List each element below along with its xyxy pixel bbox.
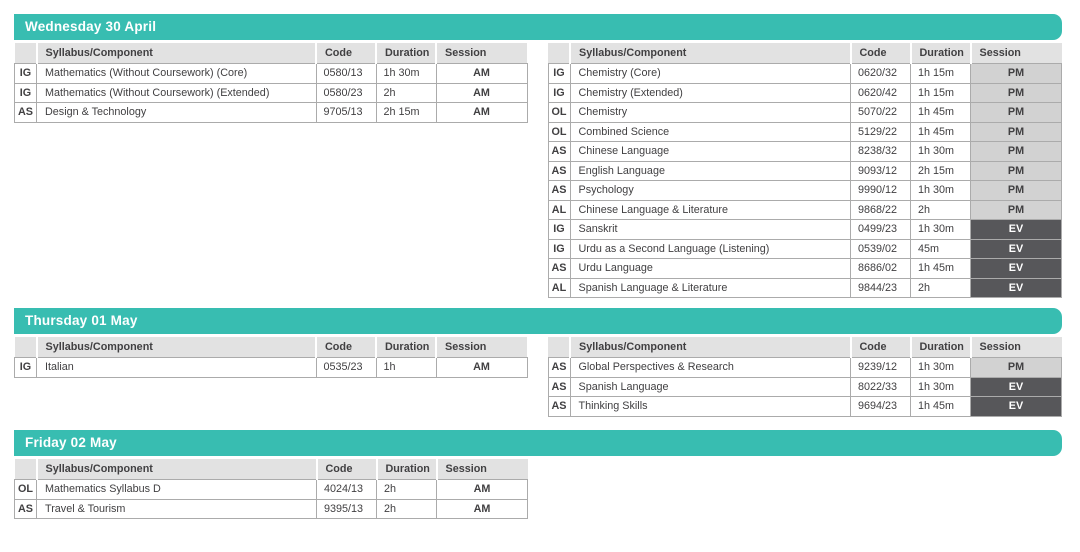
qual-cell: IG (548, 83, 570, 103)
session-cell: PM (971, 64, 1062, 84)
session-cell: PM (971, 200, 1062, 220)
qual-cell: IG (548, 239, 570, 259)
duration-cell: 1h 30m (911, 142, 971, 162)
tables-row (14, 43, 1062, 298)
syllabus-cell: Mathematics (Without Coursework) (Core) (37, 64, 317, 84)
column-header-row (15, 43, 528, 64)
session-cell: EV (971, 220, 1062, 240)
left-table-slot (14, 337, 528, 378)
code-cell: 9239/12 (851, 358, 911, 378)
syllabus-cell: Italian (37, 358, 317, 378)
column-header: Session (436, 43, 527, 64)
duration-cell: 1h 45m (911, 122, 971, 142)
code-cell: 0620/32 (851, 64, 911, 84)
duration-cell: 2h (376, 83, 436, 103)
code-cell: 9868/22 (851, 200, 911, 220)
qual-cell: AS (548, 259, 570, 279)
session-cell: AM (437, 499, 528, 519)
column-header: Syllabus/Component (37, 459, 317, 480)
qual-cell: IG (15, 83, 37, 103)
code-cell: 5070/22 (851, 103, 911, 123)
table-row (548, 259, 1062, 279)
session-cell: AM (437, 480, 528, 500)
syllabus-cell: English Language (570, 161, 851, 181)
session-cell: AM (436, 64, 527, 84)
syllabus-cell: Spanish Language (570, 377, 851, 397)
qual-cell: AS (548, 181, 570, 201)
session-cell: EV (971, 259, 1062, 279)
column-header: Session (437, 459, 528, 480)
session-cell: PM (971, 83, 1062, 103)
code-cell: 0620/42 (851, 83, 911, 103)
exam-table-right (548, 337, 1063, 417)
table-row (15, 64, 528, 84)
table-row (548, 358, 1062, 378)
duration-cell: 1h 45m (911, 397, 971, 417)
column-header: Code (851, 43, 911, 64)
qual-cell: OL (548, 103, 570, 123)
column-header: Syllabus/Component (37, 43, 317, 64)
exam-table-left (14, 43, 528, 123)
qual-cell: AL (548, 278, 570, 298)
column-header: Session (971, 337, 1062, 358)
qual-cell: AS (548, 377, 570, 397)
left-table-slot (14, 459, 528, 519)
table-row (15, 499, 528, 519)
column-header-row (15, 459, 528, 480)
day-section (14, 308, 1062, 417)
column-header: Duration (911, 337, 971, 358)
duration-cell: 1h 30m (911, 220, 971, 240)
qual-column-header (548, 43, 570, 64)
day-section (14, 14, 1062, 298)
code-cell: 8238/32 (851, 142, 911, 162)
duration-cell: 2h 15m (911, 161, 971, 181)
date-label: Friday 02 May (25, 435, 117, 450)
duration-cell: 1h 45m (911, 103, 971, 123)
tables-row (14, 337, 1062, 417)
column-header: Duration (376, 337, 436, 358)
syllabus-cell: Spanish Language & Literature (570, 278, 851, 298)
exam-table-right (548, 43, 1063, 298)
date-band (14, 308, 1062, 334)
table-row (548, 397, 1062, 417)
left-table-slot (14, 43, 528, 123)
table-row (548, 103, 1062, 123)
table-row (548, 239, 1062, 259)
column-header: Session (436, 337, 527, 358)
qual-cell: AL (548, 200, 570, 220)
session-cell: EV (971, 397, 1062, 417)
code-cell: 9990/12 (851, 181, 911, 201)
code-cell: 9093/12 (851, 161, 911, 181)
syllabus-cell: Urdu Language (570, 259, 851, 279)
duration-cell: 2h 15m (376, 103, 436, 123)
session-cell: PM (971, 122, 1062, 142)
date-band (14, 430, 1062, 456)
syllabus-cell: Thinking Skills (570, 397, 851, 417)
syllabus-cell: Chinese Language & Literature (570, 200, 851, 220)
exam-table-left (14, 337, 528, 378)
table-row (15, 103, 528, 123)
column-header: Code (316, 337, 376, 358)
table-row (548, 278, 1062, 298)
right-table-slot (548, 43, 1063, 298)
date-band (14, 14, 1062, 40)
session-cell: EV (971, 278, 1062, 298)
code-cell: 0580/13 (316, 64, 376, 84)
session-cell: AM (436, 83, 527, 103)
code-cell: 9844/23 (851, 278, 911, 298)
qual-cell: OL (15, 480, 37, 500)
date-label: Wednesday 30 April (25, 19, 157, 34)
column-header-row (548, 43, 1062, 64)
code-cell: 0539/02 (851, 239, 911, 259)
duration-cell: 1h 15m (911, 83, 971, 103)
duration-cell: 1h 15m (911, 64, 971, 84)
qual-cell: IG (15, 358, 37, 378)
table-row (15, 480, 528, 500)
column-header-row (548, 337, 1062, 358)
tables-row (14, 459, 1062, 519)
session-cell: PM (971, 181, 1062, 201)
column-header: Code (317, 459, 377, 480)
session-cell: EV (971, 239, 1062, 259)
column-header: Syllabus/Component (570, 43, 851, 64)
duration-cell: 1h 30m (911, 377, 971, 397)
qual-cell: IG (548, 64, 570, 84)
syllabus-cell: Travel & Tourism (37, 499, 317, 519)
syllabus-cell: Mathematics (Without Coursework) (Extended) (37, 83, 317, 103)
table-row (548, 83, 1062, 103)
session-cell: AM (436, 103, 527, 123)
qual-cell: IG (15, 64, 37, 84)
code-cell: 5129/22 (851, 122, 911, 142)
syllabus-cell: Sanskrit (570, 220, 851, 240)
qual-column-header (15, 337, 37, 358)
syllabus-cell: Combined Science (570, 122, 851, 142)
code-cell: 9395/13 (317, 499, 377, 519)
syllabus-cell: Mathematics Syllabus D (37, 480, 317, 500)
code-cell: 4024/13 (317, 480, 377, 500)
duration-cell: 2h (911, 278, 971, 298)
table-row (548, 64, 1062, 84)
code-cell: 8022/33 (851, 377, 911, 397)
qual-cell: AS (15, 103, 37, 123)
qual-column-header (15, 43, 37, 64)
duration-cell: 1h 45m (911, 259, 971, 279)
qual-cell: AS (15, 499, 37, 519)
duration-cell: 1h 30m (911, 181, 971, 201)
qual-cell: IG (548, 220, 570, 240)
session-cell: EV (971, 377, 1062, 397)
column-header: Code (316, 43, 376, 64)
table-row (548, 181, 1062, 201)
qual-cell: OL (548, 122, 570, 142)
duration-cell: 1h 30m (376, 64, 436, 84)
table-row (548, 200, 1062, 220)
table-row (15, 358, 528, 378)
syllabus-cell: Chemistry (Core) (570, 64, 851, 84)
session-cell: PM (971, 358, 1062, 378)
code-cell: 0535/23 (316, 358, 376, 378)
syllabus-cell: Urdu as a Second Language (Listening) (570, 239, 851, 259)
code-cell: 9694/23 (851, 397, 911, 417)
table-row (548, 161, 1062, 181)
qual-cell: AS (548, 142, 570, 162)
duration-cell: 2h (377, 499, 437, 519)
syllabus-cell: Design & Technology (37, 103, 317, 123)
code-cell: 9705/13 (316, 103, 376, 123)
qual-cell: AS (548, 358, 570, 378)
syllabus-cell: Chemistry (Extended) (570, 83, 851, 103)
qual-cell: AS (548, 397, 570, 417)
day-section (14, 430, 1062, 519)
qual-cell: AS (548, 161, 570, 181)
syllabus-cell: Chinese Language (570, 142, 851, 162)
code-cell: 0499/23 (851, 220, 911, 240)
qual-column-header (548, 337, 570, 358)
column-header-row (15, 337, 528, 358)
table-row (548, 142, 1062, 162)
column-header: Duration (377, 459, 437, 480)
right-table-slot (548, 337, 1063, 417)
column-header: Syllabus/Component (37, 337, 317, 358)
duration-cell: 2h (377, 480, 437, 500)
table-row (548, 377, 1062, 397)
table-row (548, 220, 1062, 240)
duration-cell: 45m (911, 239, 971, 259)
column-header: Duration (911, 43, 971, 64)
exam-table-left (14, 459, 528, 519)
syllabus-cell: Global Perspectives & Research (570, 358, 851, 378)
syllabus-cell: Chemistry (570, 103, 851, 123)
qual-column-header (15, 459, 37, 480)
session-cell: AM (436, 358, 527, 378)
session-cell: PM (971, 161, 1062, 181)
column-header: Syllabus/Component (570, 337, 851, 358)
column-header: Code (851, 337, 911, 358)
column-header: Duration (376, 43, 436, 64)
table-row (15, 83, 528, 103)
duration-cell: 1h 30m (911, 358, 971, 378)
table-row (548, 122, 1062, 142)
syllabus-cell: Psychology (570, 181, 851, 201)
code-cell: 8686/02 (851, 259, 911, 279)
session-cell: PM (971, 142, 1062, 162)
duration-cell: 2h (911, 200, 971, 220)
session-cell: PM (971, 103, 1062, 123)
column-header: Session (971, 43, 1062, 64)
code-cell: 0580/23 (316, 83, 376, 103)
date-label: Thursday 01 May (25, 313, 138, 328)
duration-cell: 1h (376, 358, 436, 378)
